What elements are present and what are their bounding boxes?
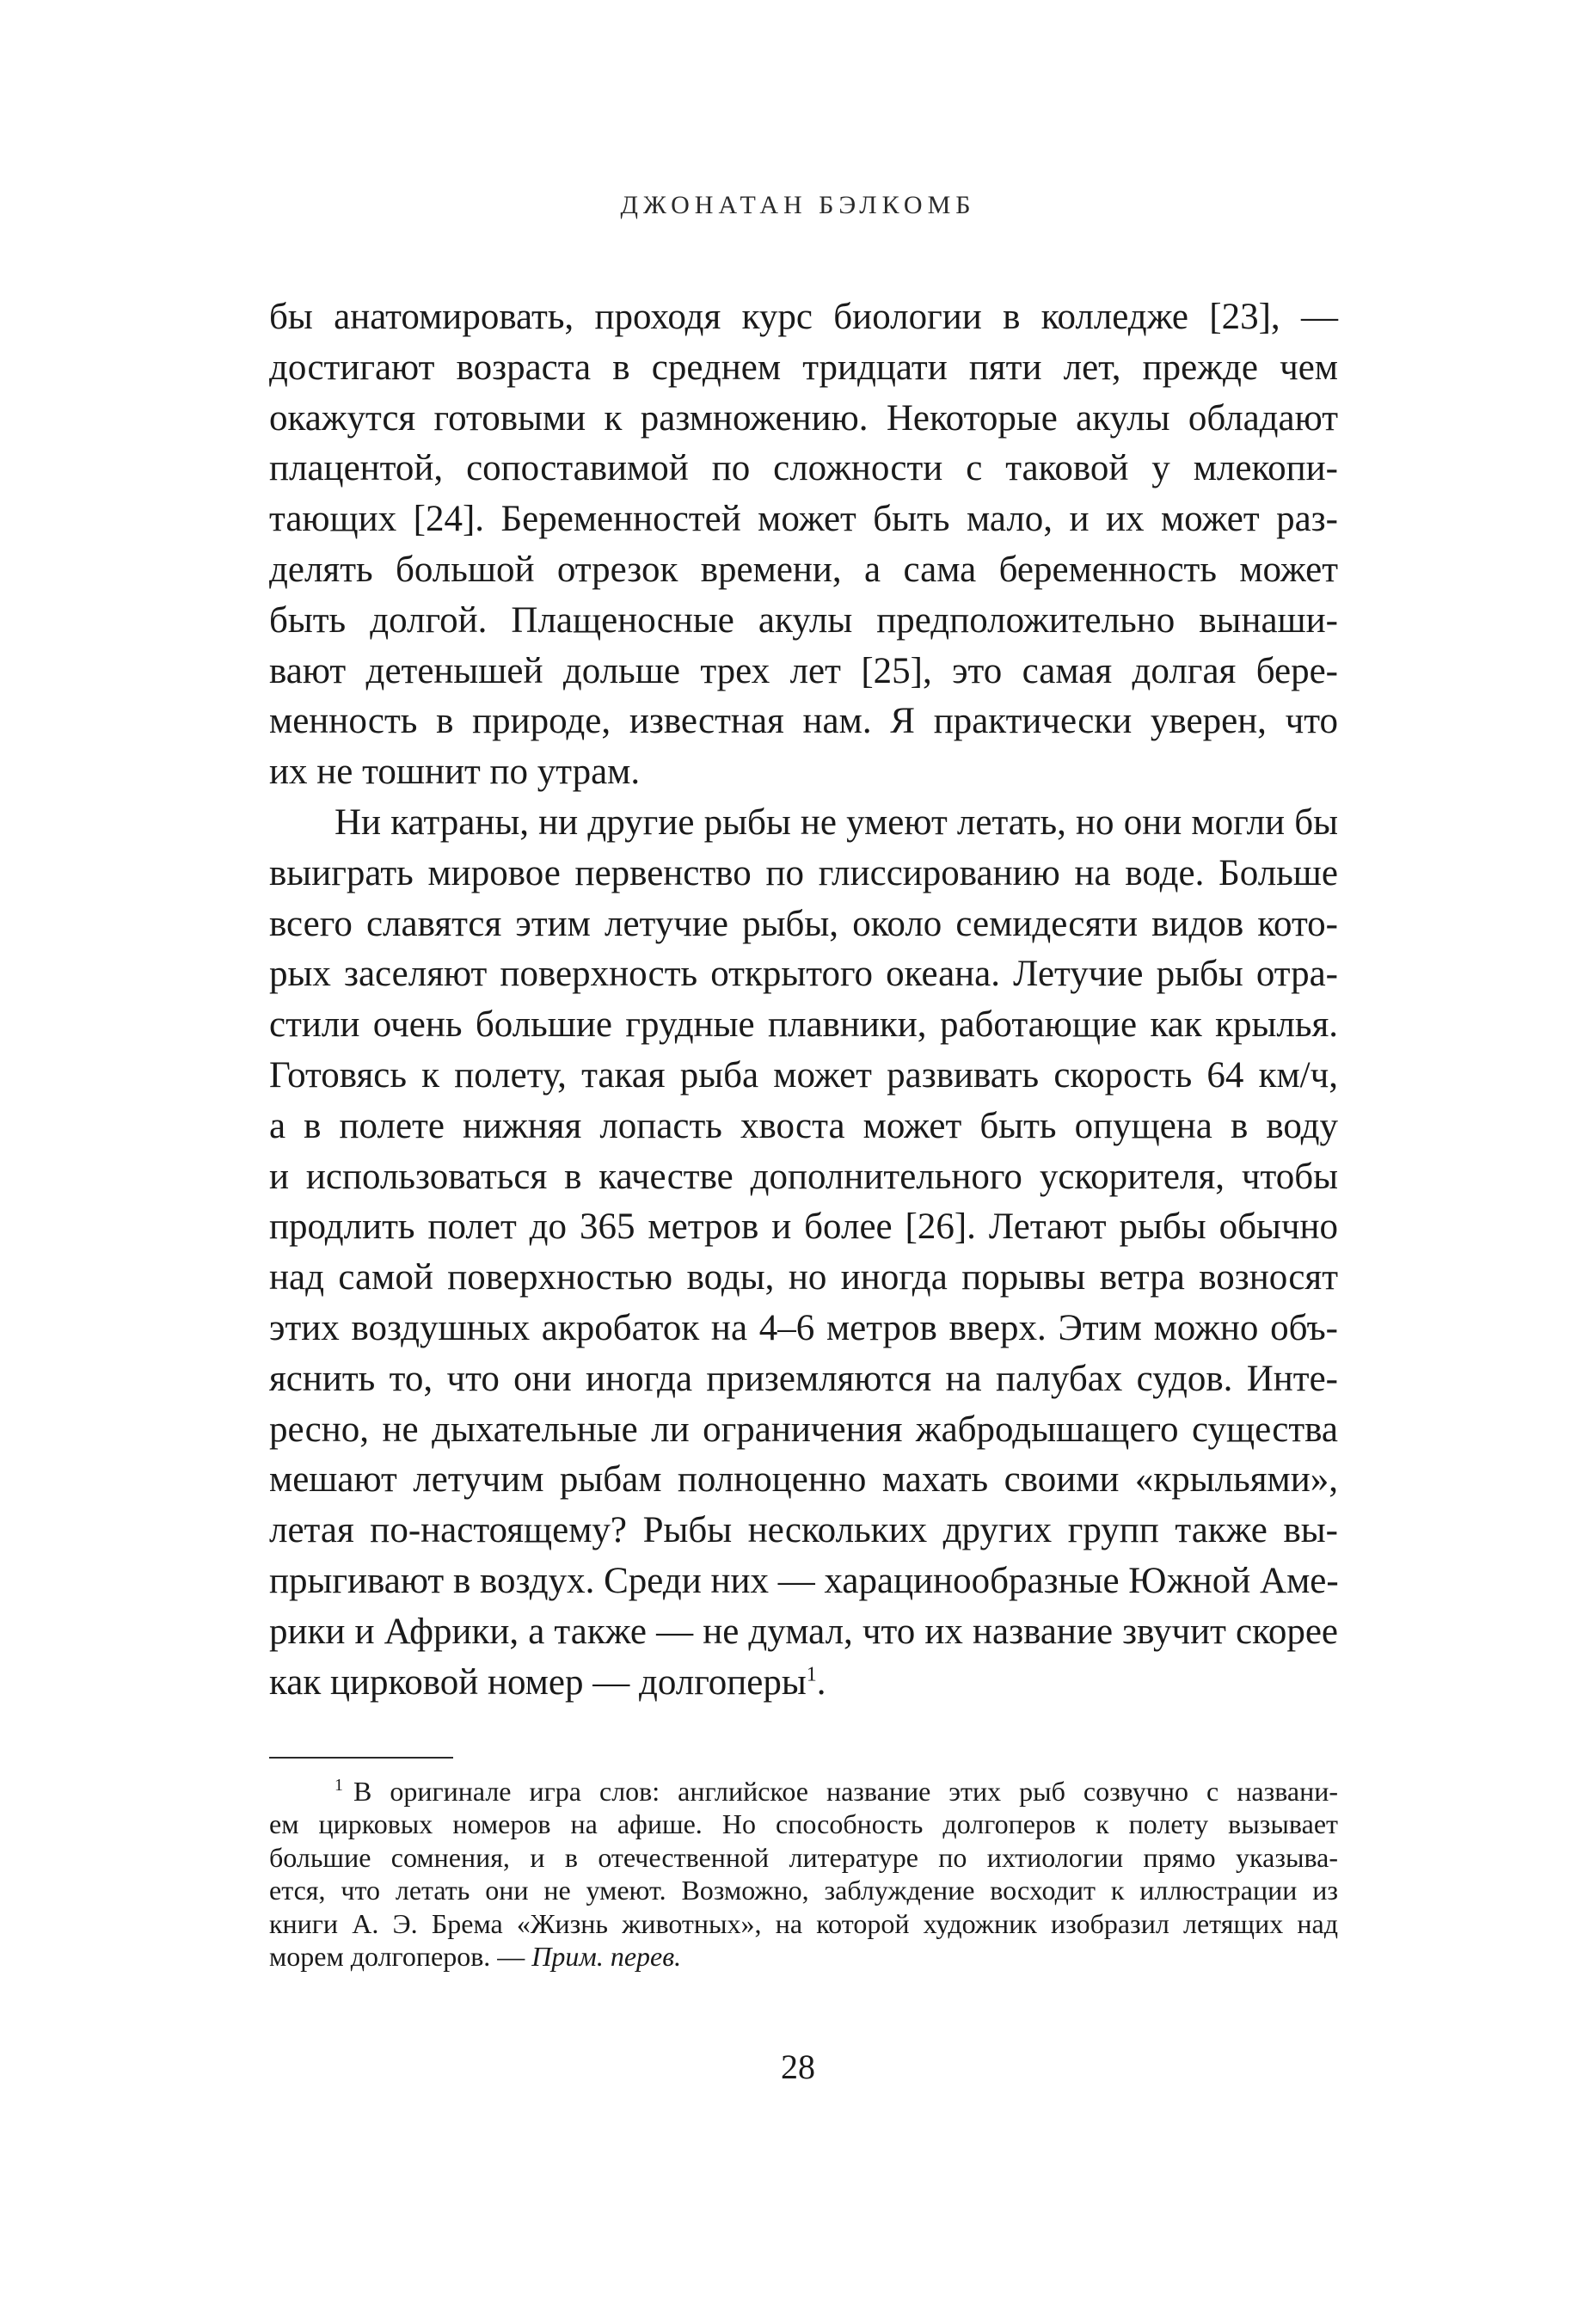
text-fragment: . — [816, 1661, 826, 1703]
running-head-author: ДЖОНАТАН БЭЛКОМБ — [620, 191, 976, 219]
text-line: прыгивают в воздух. Среди них — харацинообразные Южной Аме- — [269, 1560, 1339, 1601]
text-line: Готовясь к полету, такая рыба может развивать скорость 64 км/ч, — [269, 1054, 1338, 1096]
translator-note: Прим. перев. — [531, 1940, 682, 1972]
footnote-line-last — [269, 1940, 1338, 1973]
footnote-line: книги А. Э. Брема «Жизнь животных», на которой художник изобразил летящих над — [269, 1907, 1338, 1939]
text-line: тающих [24]. Беременностей может быть мало, и их может раз- — [269, 499, 1338, 540]
text-line: плацентой, сопоставимой по сложности с таковой у млекопи- — [269, 448, 1338, 489]
text-line: окажутся готовыми к размножению. Некоторые акулы обладают — [269, 397, 1338, 439]
text-line: делять большой отрезок времени, а сама беременность может — [269, 549, 1338, 590]
footnote-marker: 1 — [335, 1776, 343, 1796]
footnote-line: ется, что летать они не умеют. Возможно, заблуждение восходит к иллюстрации из — [269, 1875, 1338, 1906]
page-number: 28 — [781, 2047, 815, 2086]
footnote — [269, 1775, 1338, 1973]
text-fragment: морем долгоперов. — — [269, 1940, 532, 1972]
text-line-last — [269, 1658, 1338, 1709]
text-fragment: В оригинале игра слов: английское название этих рыб созвучно с названи- — [353, 1776, 1338, 1807]
text-line: бы анатомировать, проходя курс биологии в колледже [23], — — [269, 297, 1338, 337]
paragraph-1 — [269, 292, 1338, 798]
text-line: над самой поверхностью воды, но иногда порывы ветра возносят — [269, 1257, 1338, 1298]
text-line: этих воздушных акробаток на 4–6 метров вверх. Этим можно объ- — [269, 1307, 1338, 1348]
text-line: ресно, не дыхательные ли ограничения жабродышащего существа — [269, 1409, 1338, 1450]
text-line: летая по-настоящему? Рыбы нескольких других групп также вы- — [269, 1510, 1338, 1551]
footnote-separator — [269, 1757, 453, 1759]
text-line: вают детенышей дольше трех лет [25], это самая долгая бере- — [269, 650, 1338, 691]
footnote-line: ем цирковых номеров на афише. Но способность долгоперов к полету вызывает — [269, 1808, 1338, 1840]
paragraph-2 — [269, 798, 1338, 1708]
text-line: Ни катраны, ни другие рыбы не умеют летать, но они могли бы — [335, 801, 1338, 843]
text-line: мешают летучим рыбам полноценно махать своими «крыльями», — [269, 1459, 1338, 1501]
text-line: рых заселяют поверхность открытого океана. Летучие рыбы отра- — [269, 954, 1338, 995]
footnote-line — [269, 1775, 1338, 1808]
footnote-line: большие сомнения, и в отечественной литературе по ихтиологии прямо указыва- — [269, 1841, 1338, 1873]
text-line: быть долгой. Плащеносные акулы предположительно вынаши- — [269, 599, 1338, 641]
text-line: менность в природе, известная нам. Я практически уверен, что — [269, 701, 1338, 742]
body-text — [269, 292, 1338, 1708]
footnote-reference[interactable]: 1 — [806, 1663, 817, 1686]
text-line: достигают возраста в среднем тридцати пяти лет, прежде чем — [269, 347, 1338, 388]
text-line: стили очень большие грудные плавники, работающие как крылья. — [269, 1004, 1338, 1046]
text-line: их не тошнит по утрам. — [269, 752, 641, 793]
text-line: яснить то, что они иногда приземляются на палубах судов. Инте- — [269, 1358, 1338, 1399]
text-line: и использоваться в качестве дополнительного ускорителя, чтобы — [269, 1156, 1338, 1197]
text-line: продлить полет до 365 метров и более [26]. Летают рыбы обычно — [269, 1206, 1338, 1248]
text-line: рики и Африки, а также — не думал, что их название звучит скорее — [269, 1611, 1338, 1652]
text-line: а в полете нижняя лопасть хвоста может быть опущена в воду — [269, 1105, 1338, 1146]
text-line: всего славятся этим летучие рыбы, около семидесяти видов кото- — [269, 903, 1338, 944]
text-fragment: как цирковой номер — долгоперы — [269, 1661, 807, 1703]
text-line: выиграть мировое первенство по глиссированию на воде. Больше — [269, 852, 1338, 893]
